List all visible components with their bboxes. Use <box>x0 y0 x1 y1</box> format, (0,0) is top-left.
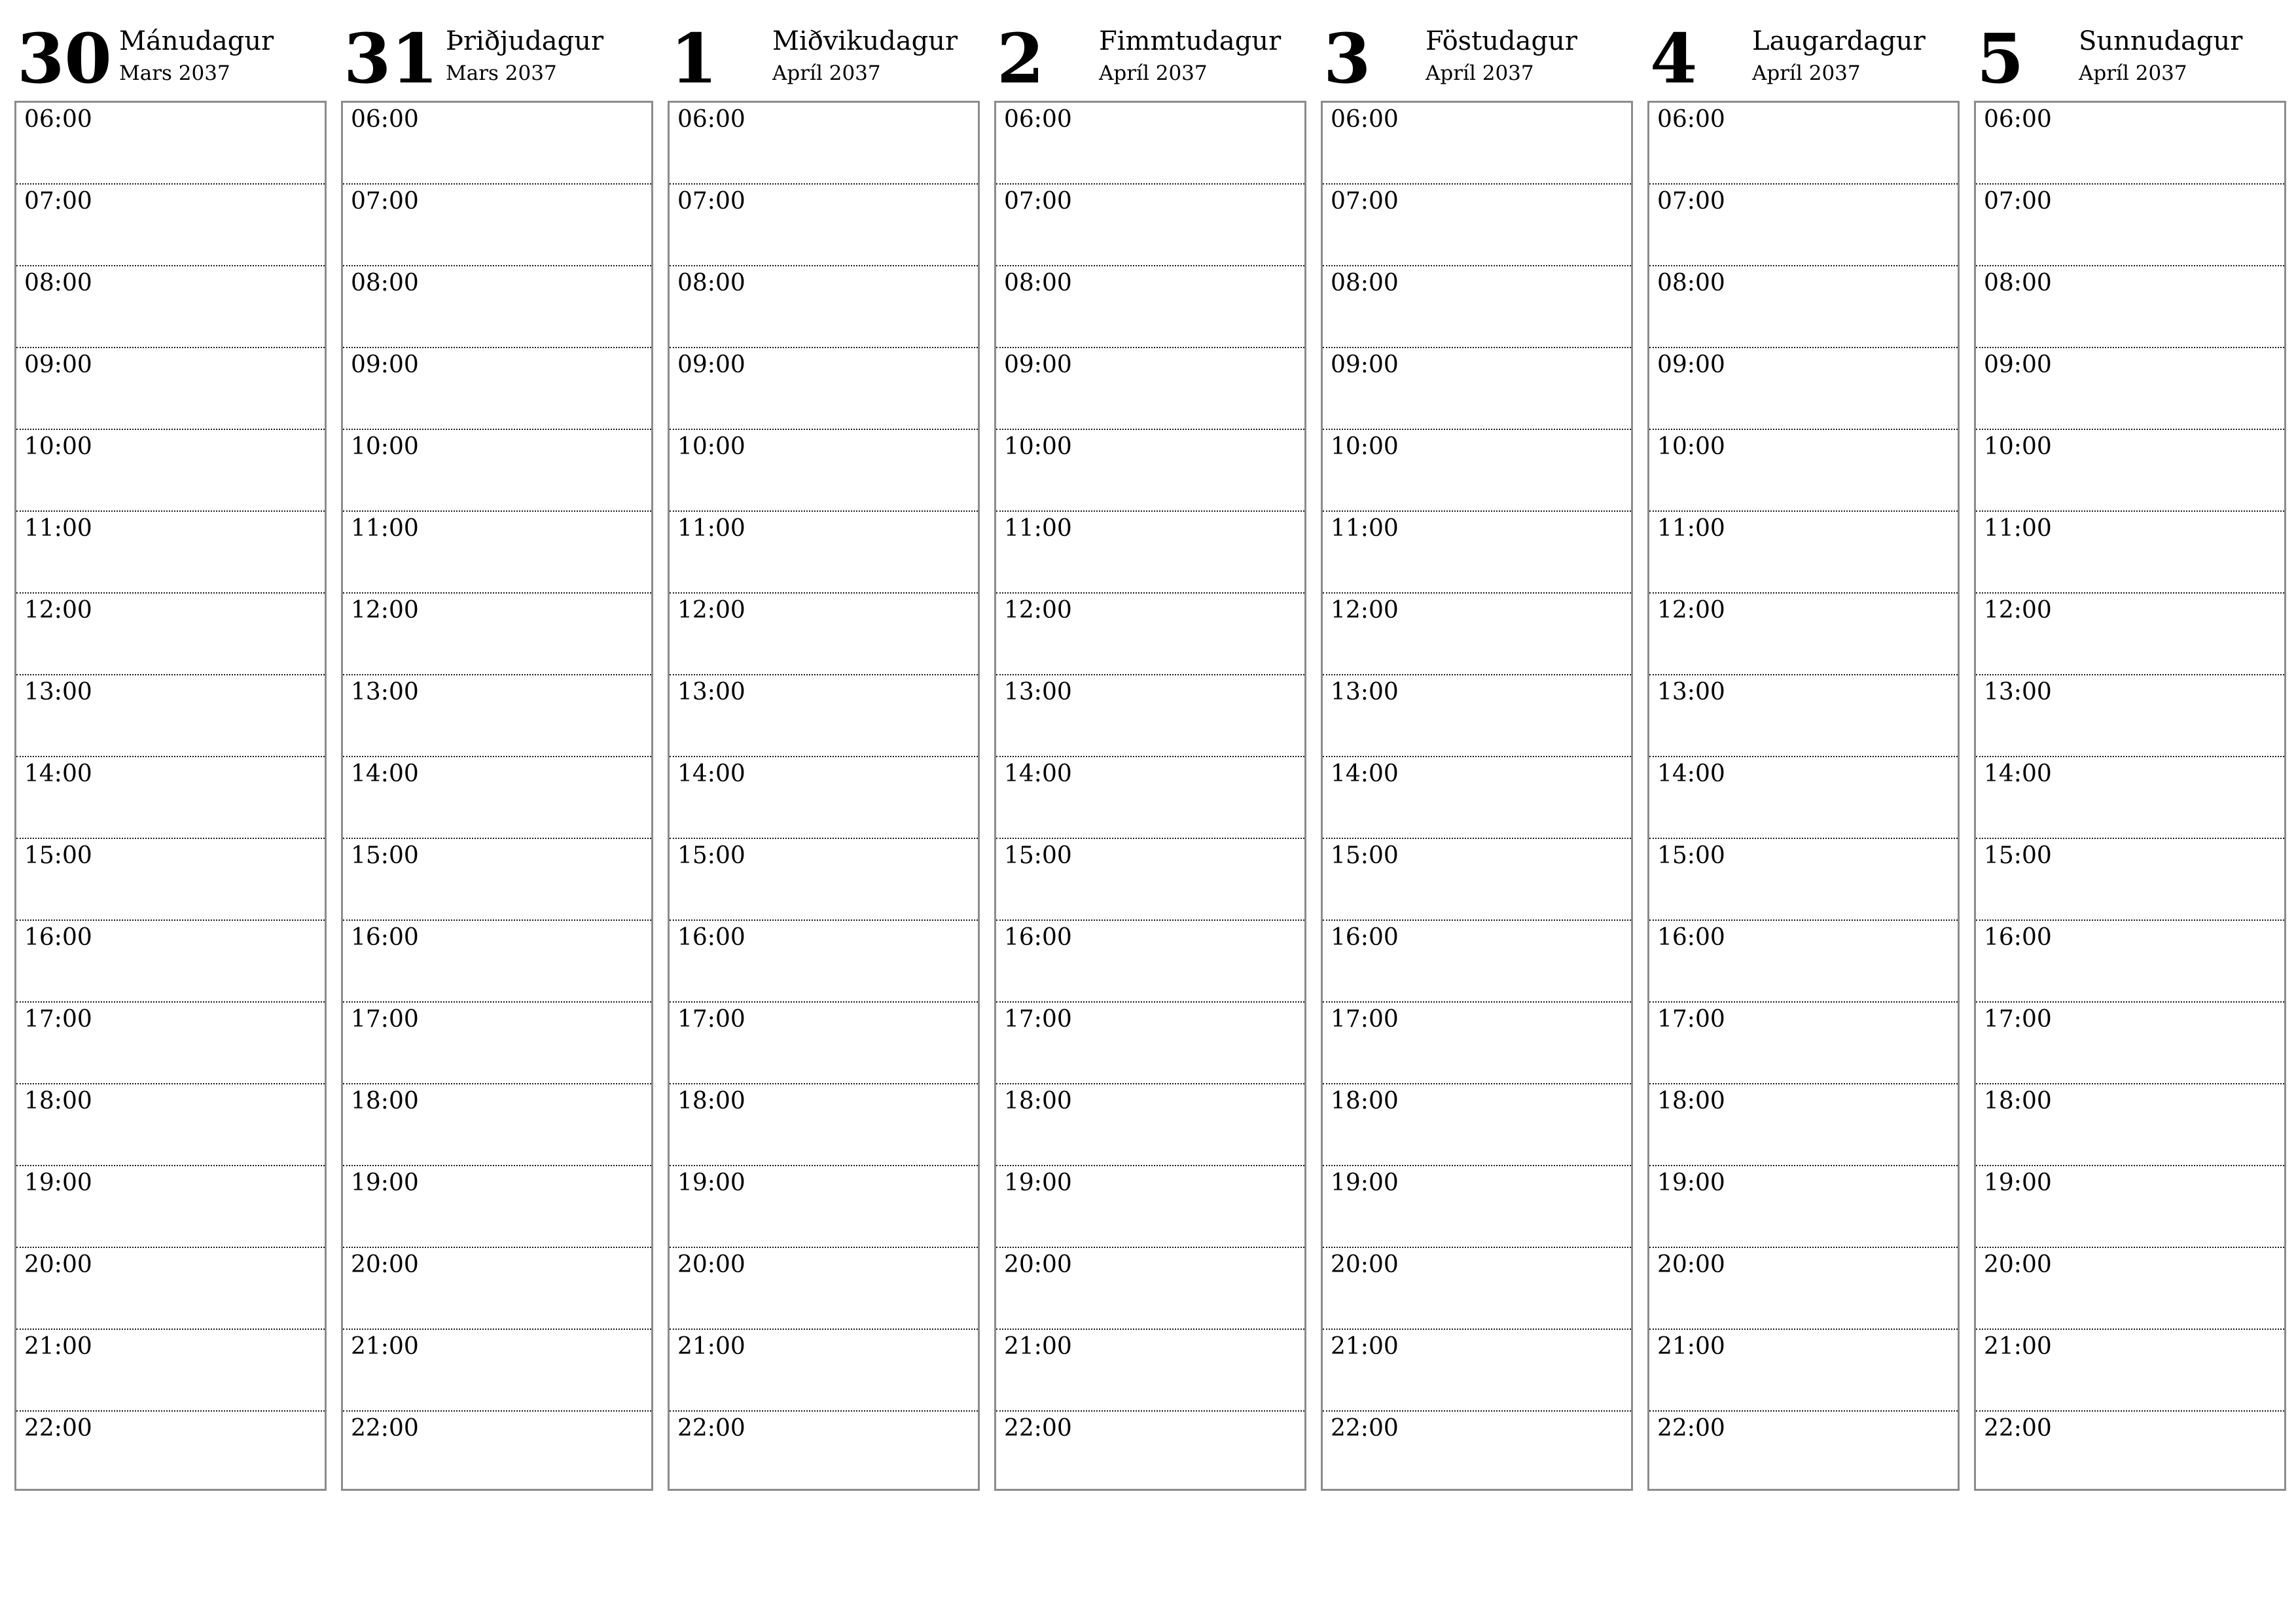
time-slot-label: 09:00 <box>24 351 92 378</box>
day-month-year: Apríl 2037 <box>1099 62 1208 85</box>
time-slot-label: 18:00 <box>677 1088 745 1115</box>
time-slot <box>1323 1166 1631 1248</box>
time-slot <box>343 675 651 757</box>
time-slot-label: 12:00 <box>1004 597 1072 624</box>
time-slot-label: 09:00 <box>1004 351 1072 378</box>
day-column <box>14 18 327 1491</box>
time-slot-label: 15:00 <box>1331 842 1399 869</box>
time-slot <box>670 675 978 757</box>
time-slot-label: 06:00 <box>1984 106 2052 133</box>
time-slot <box>1976 103 2284 185</box>
time-slot <box>996 757 1304 839</box>
time-slot-label: 19:00 <box>677 1169 745 1196</box>
time-slot <box>996 185 1304 266</box>
time-slot <box>1649 266 1958 348</box>
time-slot <box>1976 675 2284 757</box>
time-slot <box>343 1084 651 1166</box>
time-slot-label: 11:00 <box>1984 515 2052 542</box>
day-month-year: Apríl 2037 <box>1426 62 1534 85</box>
time-slot-label: 08:00 <box>1004 270 1072 296</box>
time-slot <box>343 594 651 675</box>
time-slot <box>1976 1084 2284 1166</box>
time-slot-list <box>1321 101 1633 1491</box>
time-slot-label: 12:00 <box>1331 597 1399 624</box>
time-slot <box>996 1248 1304 1330</box>
time-slot-label: 18:00 <box>1004 1088 1072 1115</box>
time-slot-label: 22:00 <box>1331 1415 1399 1442</box>
time-slot-label: 14:00 <box>1984 760 2052 787</box>
time-slot-label: 17:00 <box>351 1006 419 1033</box>
day-header <box>14 18 327 101</box>
time-slot <box>343 1166 651 1248</box>
time-slot-label: 19:00 <box>1657 1169 1725 1196</box>
time-slot-label: 17:00 <box>24 1006 92 1033</box>
time-slot-label: 08:00 <box>1984 270 2052 296</box>
time-slot-label: 16:00 <box>24 924 92 951</box>
time-slot-label: 06:00 <box>1331 106 1399 133</box>
time-slot-label: 16:00 <box>1984 924 2052 951</box>
time-slot <box>16 921 325 1003</box>
time-slot <box>1323 1084 1631 1166</box>
time-slot-label: 19:00 <box>1004 1169 1072 1196</box>
time-slot <box>16 103 325 185</box>
time-slot-label: 12:00 <box>24 597 92 624</box>
time-slot <box>16 1330 325 1412</box>
time-slot-label: 19:00 <box>1331 1169 1399 1196</box>
time-slot <box>1649 348 1958 430</box>
time-slot <box>1323 1330 1631 1412</box>
time-slot-label: 06:00 <box>677 106 745 133</box>
time-slot-label: 16:00 <box>1331 924 1399 951</box>
time-slot-label: 19:00 <box>1984 1169 2052 1196</box>
day-column <box>994 18 1306 1491</box>
time-slot-label: 22:00 <box>1984 1415 2052 1442</box>
time-slot <box>1323 185 1631 266</box>
time-slot-label: 16:00 <box>677 924 745 951</box>
time-slot <box>1976 348 2284 430</box>
time-slot <box>343 1248 651 1330</box>
time-slot <box>1649 103 1958 185</box>
time-slot <box>343 1330 651 1412</box>
day-number: 4 <box>1650 18 1698 99</box>
time-slot-label: 17:00 <box>677 1006 745 1033</box>
time-slot-label: 07:00 <box>677 188 745 215</box>
time-slot-label: 14:00 <box>24 760 92 787</box>
time-slot-label: 20:00 <box>24 1251 92 1278</box>
time-slot-label: 08:00 <box>677 270 745 296</box>
time-slot-label: 06:00 <box>24 106 92 133</box>
time-slot-label: 06:00 <box>1004 106 1072 133</box>
time-slot <box>16 348 325 430</box>
time-slot-label: 13:00 <box>1984 679 2052 705</box>
time-slot-label: 08:00 <box>24 270 92 296</box>
time-slot-label: 21:00 <box>351 1333 419 1360</box>
day-header <box>1974 18 2286 101</box>
time-slot <box>16 266 325 348</box>
time-slot-label: 07:00 <box>1657 188 1725 215</box>
time-slot <box>16 594 325 675</box>
time-slot <box>1976 185 2284 266</box>
time-slot-label: 18:00 <box>351 1088 419 1115</box>
time-slot <box>670 594 978 675</box>
time-slot <box>343 348 651 430</box>
time-slot <box>16 185 325 266</box>
day-number: 3 <box>1323 18 1371 99</box>
time-slot <box>1649 594 1958 675</box>
day-header <box>668 18 980 101</box>
day-header <box>341 18 653 101</box>
time-slot-label: 20:00 <box>1657 1251 1725 1278</box>
time-slot-label: 20:00 <box>351 1251 419 1278</box>
time-slot <box>1976 594 2284 675</box>
time-slot <box>670 1003 978 1084</box>
day-name: Fimmtudagur <box>1099 26 1282 56</box>
time-slot-label: 18:00 <box>1331 1088 1399 1115</box>
time-slot-label: 20:00 <box>1331 1251 1399 1278</box>
time-slot <box>16 1003 325 1084</box>
time-slot-label: 15:00 <box>1004 842 1072 869</box>
time-slot <box>1976 1248 2284 1330</box>
time-slot <box>343 1412 651 1495</box>
day-header <box>1647 18 1960 101</box>
time-slot-list <box>1647 101 1960 1491</box>
time-slot <box>1976 1003 2284 1084</box>
time-slot <box>1649 675 1958 757</box>
day-month-year: Apríl 2037 <box>2079 62 2187 85</box>
time-slot-label: 18:00 <box>1984 1088 2052 1115</box>
time-slot-label: 21:00 <box>1004 1333 1072 1360</box>
time-slot-label: 15:00 <box>1657 842 1725 869</box>
time-slot <box>1976 266 2284 348</box>
time-slot-label: 19:00 <box>351 1169 419 1196</box>
time-slot <box>670 839 978 921</box>
time-slot-label: 12:00 <box>1984 597 2052 624</box>
time-slot-label: 07:00 <box>1331 188 1399 215</box>
time-slot <box>1323 757 1631 839</box>
time-slot <box>670 348 978 430</box>
time-slot <box>1323 348 1631 430</box>
time-slot-label: 22:00 <box>677 1415 745 1442</box>
time-slot <box>1649 1166 1958 1248</box>
time-slot <box>1649 430 1958 512</box>
time-slot <box>996 1412 1304 1495</box>
time-slot <box>670 103 978 185</box>
time-slot-label: 14:00 <box>351 760 419 787</box>
time-slot-label: 12:00 <box>1657 597 1725 624</box>
time-slot <box>670 512 978 594</box>
time-slot <box>996 1166 1304 1248</box>
day-name: Miðvikudagur <box>772 26 958 56</box>
time-slot <box>1976 1166 2284 1248</box>
time-slot <box>16 1412 325 1495</box>
time-slot-label: 17:00 <box>1331 1006 1399 1033</box>
time-slot <box>996 103 1304 185</box>
day-number: 30 <box>17 18 112 99</box>
time-slot-label: 07:00 <box>24 188 92 215</box>
time-slot <box>996 594 1304 675</box>
time-slot <box>343 1003 651 1084</box>
time-slot <box>670 266 978 348</box>
day-name: Sunnudagur <box>2079 26 2243 56</box>
time-slot-label: 08:00 <box>1331 270 1399 296</box>
time-slot <box>996 348 1304 430</box>
time-slot-label: 12:00 <box>677 597 745 624</box>
time-slot <box>343 921 651 1003</box>
time-slot-label: 11:00 <box>1331 515 1399 542</box>
time-slot-label: 09:00 <box>1984 351 2052 378</box>
day-column <box>1647 18 1960 1491</box>
day-name: Laugardagur <box>1752 26 1926 56</box>
time-slot-label: 17:00 <box>1984 1006 2052 1033</box>
day-column <box>341 18 653 1491</box>
day-month-year: Apríl 2037 <box>772 62 881 85</box>
time-slot <box>1649 1248 1958 1330</box>
time-slot <box>343 430 651 512</box>
time-slot-label: 07:00 <box>1984 188 2052 215</box>
time-slot-label: 13:00 <box>24 679 92 705</box>
time-slot-label: 10:00 <box>1984 433 2052 460</box>
time-slot <box>343 839 651 921</box>
time-slot <box>1323 512 1631 594</box>
time-slot <box>1649 839 1958 921</box>
time-slot <box>1323 1248 1631 1330</box>
time-slot-label: 09:00 <box>677 351 745 378</box>
time-slot <box>670 1412 978 1495</box>
time-slot-label: 10:00 <box>1331 433 1399 460</box>
time-slot <box>1976 430 2284 512</box>
time-slot <box>996 675 1304 757</box>
time-slot-label: 12:00 <box>351 597 419 624</box>
time-slot-label: 16:00 <box>1657 924 1725 951</box>
time-slot-label: 14:00 <box>1657 760 1725 787</box>
time-slot <box>1323 103 1631 185</box>
time-slot <box>1649 1412 1958 1495</box>
time-slot-label: 10:00 <box>24 433 92 460</box>
time-slot <box>16 1166 325 1248</box>
time-slot-label: 07:00 <box>1004 188 1072 215</box>
time-slot-label: 10:00 <box>1004 433 1072 460</box>
time-slot <box>343 103 651 185</box>
time-slot-label: 06:00 <box>351 106 419 133</box>
time-slot <box>1976 1330 2284 1412</box>
time-slot <box>1323 594 1631 675</box>
time-slot <box>670 757 978 839</box>
time-slot-label: 16:00 <box>1004 924 1072 951</box>
time-slot-label: 15:00 <box>24 842 92 869</box>
day-name: Föstudagur <box>1426 26 1577 56</box>
time-slot <box>670 1330 978 1412</box>
time-slot <box>16 1248 325 1330</box>
time-slot-label: 21:00 <box>677 1333 745 1360</box>
time-slot-label: 15:00 <box>677 842 745 869</box>
time-slot <box>1323 1003 1631 1084</box>
time-slot-label: 11:00 <box>677 515 745 542</box>
time-slot <box>16 839 325 921</box>
time-slot <box>996 430 1304 512</box>
time-slot-label: 07:00 <box>351 188 419 215</box>
time-slot-label: 22:00 <box>351 1415 419 1442</box>
time-slot-label: 14:00 <box>1004 760 1072 787</box>
time-slot <box>996 1330 1304 1412</box>
time-slot-label: 19:00 <box>24 1169 92 1196</box>
time-slot <box>1976 921 2284 1003</box>
time-slot-label: 11:00 <box>1004 515 1072 542</box>
day-name: Mánudagur <box>119 26 274 56</box>
time-slot-label: 18:00 <box>1657 1088 1725 1115</box>
day-name: Þriðjudagur <box>446 26 604 56</box>
time-slot-list <box>14 101 327 1491</box>
time-slot <box>1649 1084 1958 1166</box>
time-slot-list <box>668 101 980 1491</box>
time-slot-label: 21:00 <box>1657 1333 1725 1360</box>
time-slot <box>670 1248 978 1330</box>
time-slot <box>670 185 978 266</box>
time-slot-label: 09:00 <box>1657 351 1725 378</box>
time-slot <box>670 430 978 512</box>
weekly-planner <box>14 18 2286 1491</box>
time-slot-label: 22:00 <box>24 1415 92 1442</box>
time-slot <box>670 1084 978 1166</box>
time-slot-label: 08:00 <box>1657 270 1725 296</box>
day-number: 5 <box>1977 18 2024 99</box>
time-slot-label: 17:00 <box>1004 1006 1072 1033</box>
time-slot <box>670 921 978 1003</box>
time-slot-label: 15:00 <box>1984 842 2052 869</box>
time-slot <box>996 512 1304 594</box>
time-slot <box>1323 839 1631 921</box>
time-slot <box>1976 757 2284 839</box>
time-slot <box>1976 1412 2284 1495</box>
time-slot <box>343 757 651 839</box>
time-slot <box>1323 921 1631 1003</box>
time-slot <box>343 266 651 348</box>
time-slot <box>16 675 325 757</box>
time-slot <box>343 512 651 594</box>
day-header <box>994 18 1306 101</box>
day-number: 31 <box>344 18 439 99</box>
time-slot-label: 18:00 <box>24 1088 92 1115</box>
time-slot-label: 10:00 <box>677 433 745 460</box>
time-slot-label: 14:00 <box>677 760 745 787</box>
time-slot-label: 22:00 <box>1004 1415 1072 1442</box>
day-month-year: Mars 2037 <box>119 62 230 85</box>
day-header <box>1321 18 1633 101</box>
time-slot-label: 20:00 <box>1004 1251 1072 1278</box>
time-slot <box>1649 921 1958 1003</box>
time-slot <box>996 266 1304 348</box>
time-slot <box>1649 1330 1958 1412</box>
time-slot-label: 13:00 <box>677 679 745 705</box>
time-slot-label: 14:00 <box>1331 760 1399 787</box>
time-slot-label: 13:00 <box>351 679 419 705</box>
time-slot-label: 11:00 <box>351 515 419 542</box>
day-number: 1 <box>670 18 718 99</box>
time-slot <box>1976 839 2284 921</box>
day-column <box>1321 18 1633 1491</box>
time-slot <box>16 1084 325 1166</box>
time-slot-list <box>1974 101 2286 1491</box>
time-slot-label: 11:00 <box>1657 515 1725 542</box>
time-slot <box>1323 1412 1631 1495</box>
time-slot-list <box>341 101 653 1491</box>
time-slot <box>996 839 1304 921</box>
time-slot <box>1323 430 1631 512</box>
time-slot-label: 10:00 <box>351 433 419 460</box>
time-slot <box>996 921 1304 1003</box>
time-slot <box>996 1084 1304 1166</box>
time-slot-label: 08:00 <box>351 270 419 296</box>
time-slot <box>996 1003 1304 1084</box>
time-slot-label: 06:00 <box>1657 106 1725 133</box>
time-slot-label: 17:00 <box>1657 1006 1725 1033</box>
time-slot-label: 20:00 <box>1984 1251 2052 1278</box>
time-slot-label: 21:00 <box>1331 1333 1399 1360</box>
time-slot <box>16 512 325 594</box>
day-month-year: Apríl 2037 <box>1752 62 1861 85</box>
time-slot <box>1649 512 1958 594</box>
time-slot <box>1649 757 1958 839</box>
day-number: 2 <box>997 18 1045 99</box>
time-slot <box>1323 675 1631 757</box>
time-slot <box>343 185 651 266</box>
time-slot <box>16 757 325 839</box>
time-slot-label: 20:00 <box>677 1251 745 1278</box>
time-slot <box>1649 1003 1958 1084</box>
time-slot-label: 13:00 <box>1657 679 1725 705</box>
time-slot <box>1323 266 1631 348</box>
time-slot-label: 16:00 <box>351 924 419 951</box>
time-slot-list <box>994 101 1306 1491</box>
day-month-year: Mars 2037 <box>446 62 557 85</box>
time-slot-label: 22:00 <box>1657 1415 1725 1442</box>
time-slot-label: 09:00 <box>1331 351 1399 378</box>
time-slot-label: 10:00 <box>1657 433 1725 460</box>
time-slot-label: 21:00 <box>1984 1333 2052 1360</box>
time-slot-label: 13:00 <box>1004 679 1072 705</box>
time-slot-label: 09:00 <box>351 351 419 378</box>
day-column <box>668 18 980 1491</box>
time-slot <box>16 430 325 512</box>
time-slot-label: 21:00 <box>24 1333 92 1360</box>
time-slot <box>1976 512 2284 594</box>
time-slot-label: 11:00 <box>24 515 92 542</box>
day-column <box>1974 18 2286 1491</box>
time-slot-label: 13:00 <box>1331 679 1399 705</box>
time-slot <box>670 1166 978 1248</box>
time-slot-label: 15:00 <box>351 842 419 869</box>
time-slot <box>1649 185 1958 266</box>
